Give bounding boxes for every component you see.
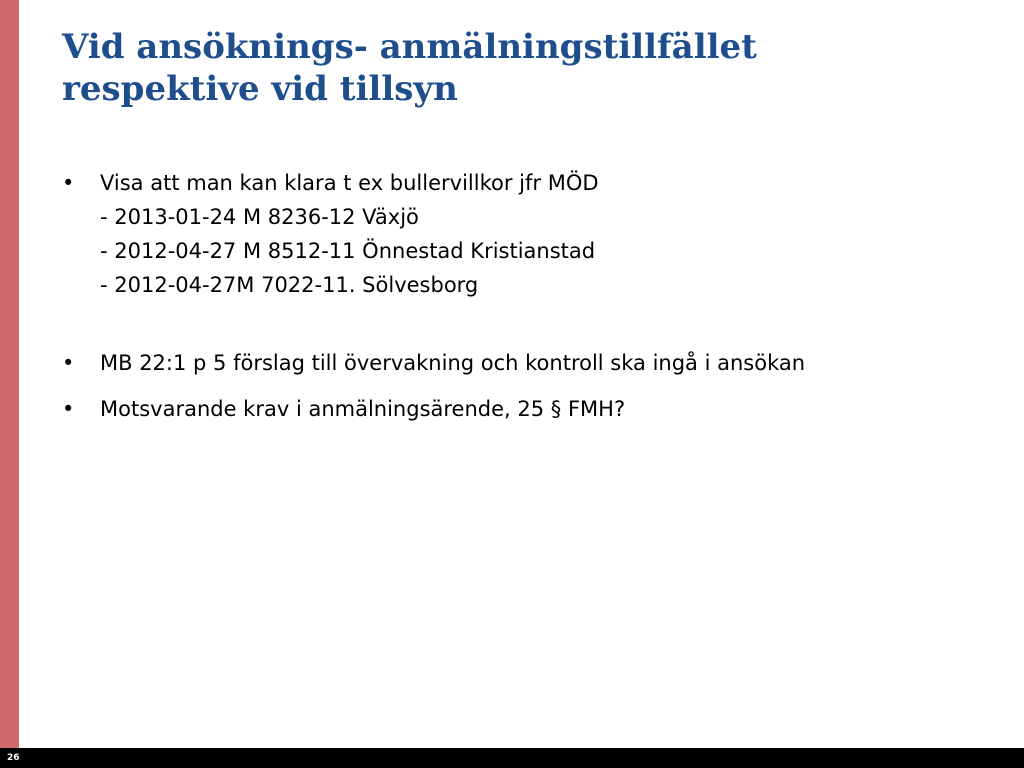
bullet-subline-onnestad: - 2012-04-27 M 8512-11 Önnestad Kristianstad [100, 239, 596, 263]
bullet-list [62, 166, 992, 426]
title-line-1: Vid ansöknings- anmälningstillfället [62, 27, 757, 67]
bullet-item-fmh [62, 392, 992, 426]
bullet-item-noise-conditions [62, 166, 992, 302]
bullet-icon: • [62, 171, 75, 195]
bullet-icon: • [62, 351, 75, 375]
bullet-text: MB 22:1 p 5 förslag till övervakning och kontroll ska ingå i ansökan [100, 351, 806, 375]
bullet-item-mb-22 [62, 346, 992, 380]
accent-sidebar [0, 0, 19, 748]
slide-number: 26 [7, 753, 20, 763]
bullet-text: Motsvarande krav i anmälningsärende, 25 § FMH? [100, 397, 626, 421]
bullet-subline-solvesborg: - 2012-04-27M 7022-11. Sölvesborg [100, 273, 479, 297]
slide-title [62, 26, 962, 110]
footer-bar [0, 748, 1024, 768]
title-line-2: respektive vid tillsyn [62, 69, 458, 109]
bullet-text: Visa att man kan klara t ex bullervillkor jfr MÖD [100, 171, 599, 195]
bullet-subline-vaxjo: - 2013-01-24 M 8236-12 Växjö [100, 205, 419, 229]
bullet-icon: • [62, 397, 75, 421]
